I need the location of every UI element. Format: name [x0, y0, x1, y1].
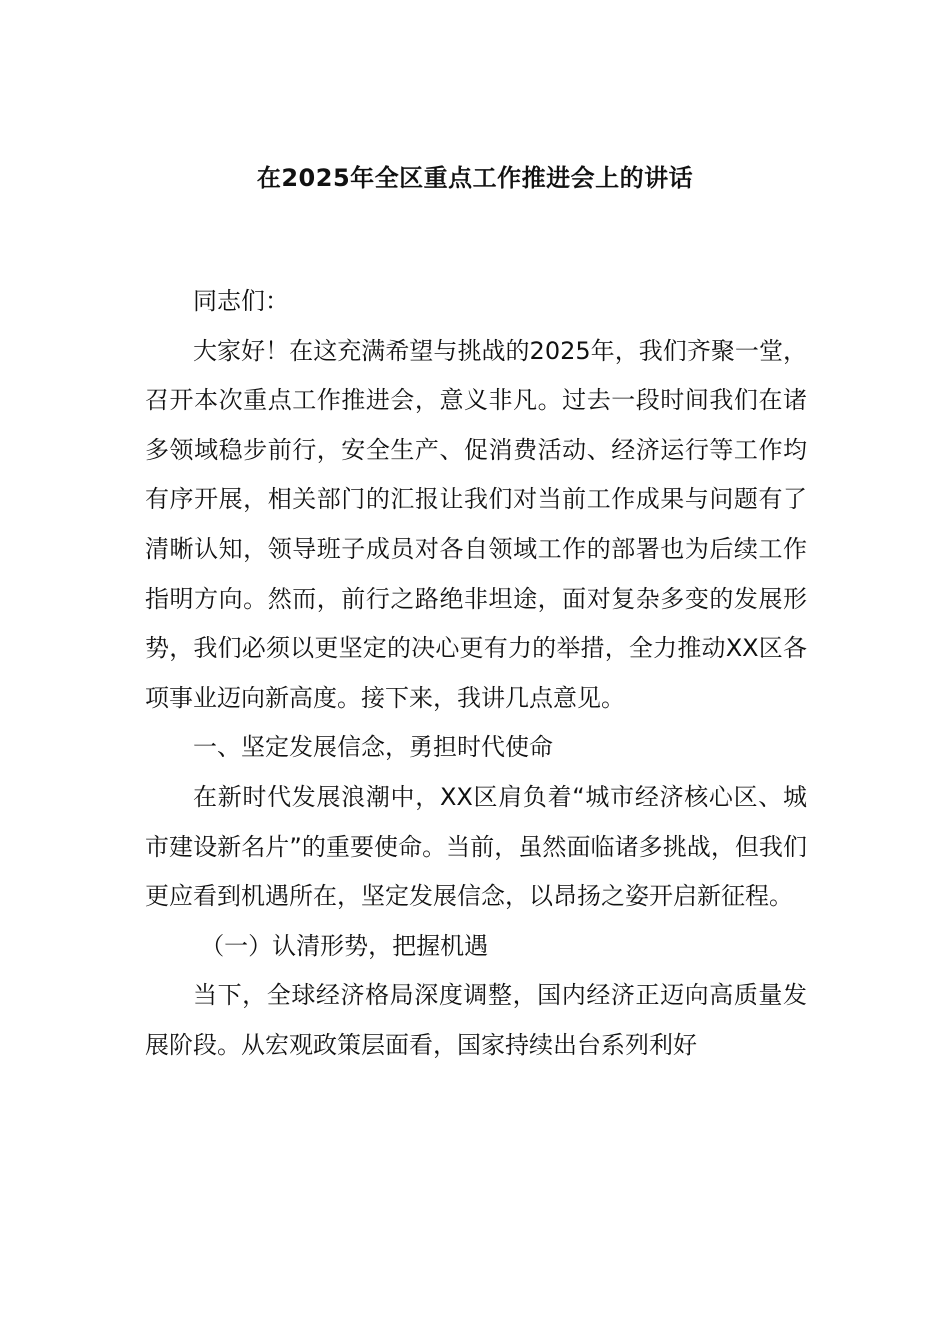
document-body	[145, 277, 807, 1071]
section-paragraph: 在新时代发展浪潮中，XX区肩负着“城市经济核心区、城市建设新名片”的重要使命。当前，虽然面临诸多挑战，但我们更应看到机遇所在，坚定发展信念，以昂扬之姿开启新征程。	[145, 782, 807, 911]
subsection-paragraph: 当下，全球经济格局深度调整，国内经济正迈向高质量发展阶段。从宏观政策层面看，国家持续出台系列利好	[145, 981, 807, 1059]
salutation: 同志们：	[193, 287, 289, 315]
intro-paragraph: 大家好！在这充满希望与挑战的2025年，我们齐聚一堂，召开本次重点工作推进会，意义非凡。过去一段时间我们在诸多领域稳步前行，安全生产、促消费活动、经济运行等工作均有序开展，相关部门的汇报让我们对当前工作成果与问题有了清晰认知，领导班子成员对各自领域工作的部署也为后续工作指明方向。然而，前行之路绝非坦途，面对复杂多变的发展形势，我们必须以更坚定的决心更有力的举措，全力推动XX区各项事业迈向新高度。接下来，我讲几点意见。	[145, 336, 807, 712]
section-heading: 一、坚定发展信念，勇担时代使命	[193, 733, 553, 762]
document-title: 在2025年全区重点工作推进会上的讲话	[256, 164, 694, 192]
subsection-heading: （一）认清形势，把握机遇	[200, 931, 489, 960]
